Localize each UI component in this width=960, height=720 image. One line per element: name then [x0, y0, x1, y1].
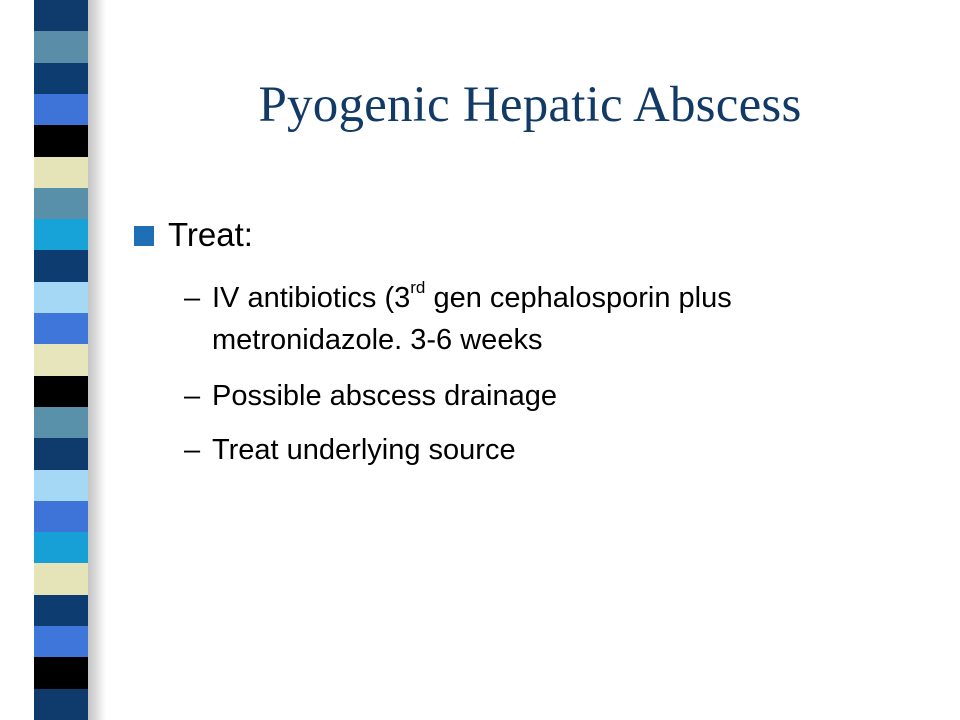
dash-marker: –	[184, 282, 201, 314]
antibiotics-text-start: IV antibiotics (3	[212, 282, 411, 314]
stripe-segment	[34, 657, 88, 689]
stripe-segment	[34, 157, 88, 189]
antibiotics-text-end: gen cephalosporin plus	[425, 282, 732, 314]
stripe-segment	[34, 0, 88, 32]
stripe-segment	[34, 250, 88, 282]
sub-item-antibiotics	[184, 277, 904, 361]
stripe-segment	[34, 532, 88, 564]
stripe-segment	[34, 626, 88, 658]
stripe-segment	[34, 188, 88, 220]
antibiotics-text-line2: metronidazole. 3-6 weeks	[212, 324, 543, 356]
stripe-segment	[34, 219, 88, 251]
stripe-segment	[34, 407, 88, 439]
underlying-source-text: Treat underlying source	[212, 434, 516, 466]
stripe-segment	[34, 313, 88, 345]
dash-marker: –	[184, 380, 201, 412]
bullet-treat	[134, 216, 253, 254]
stripe-segment	[34, 501, 88, 533]
superscript-rd: rd	[410, 278, 426, 298]
stripe-segment	[34, 470, 88, 502]
drainage-text: Possible abscess drainage	[212, 380, 557, 412]
bullet-label: Treat:	[168, 216, 253, 253]
sub-item-drainage	[184, 375, 904, 417]
stripe-segment	[34, 595, 88, 627]
stripe-segment	[34, 438, 88, 470]
stripe-segment	[34, 282, 88, 314]
sub-item-underlying-source	[184, 429, 904, 471]
dash-marker: –	[184, 434, 201, 466]
stripe-segment	[34, 31, 88, 63]
stripe-segment	[34, 344, 88, 376]
slide-title: Pyogenic Hepatic Abscess	[258, 77, 802, 133]
stripe-segment	[34, 689, 88, 720]
square-bullet-icon	[134, 226, 154, 246]
stripe-segment	[34, 563, 88, 595]
stripe-segment	[34, 376, 88, 408]
